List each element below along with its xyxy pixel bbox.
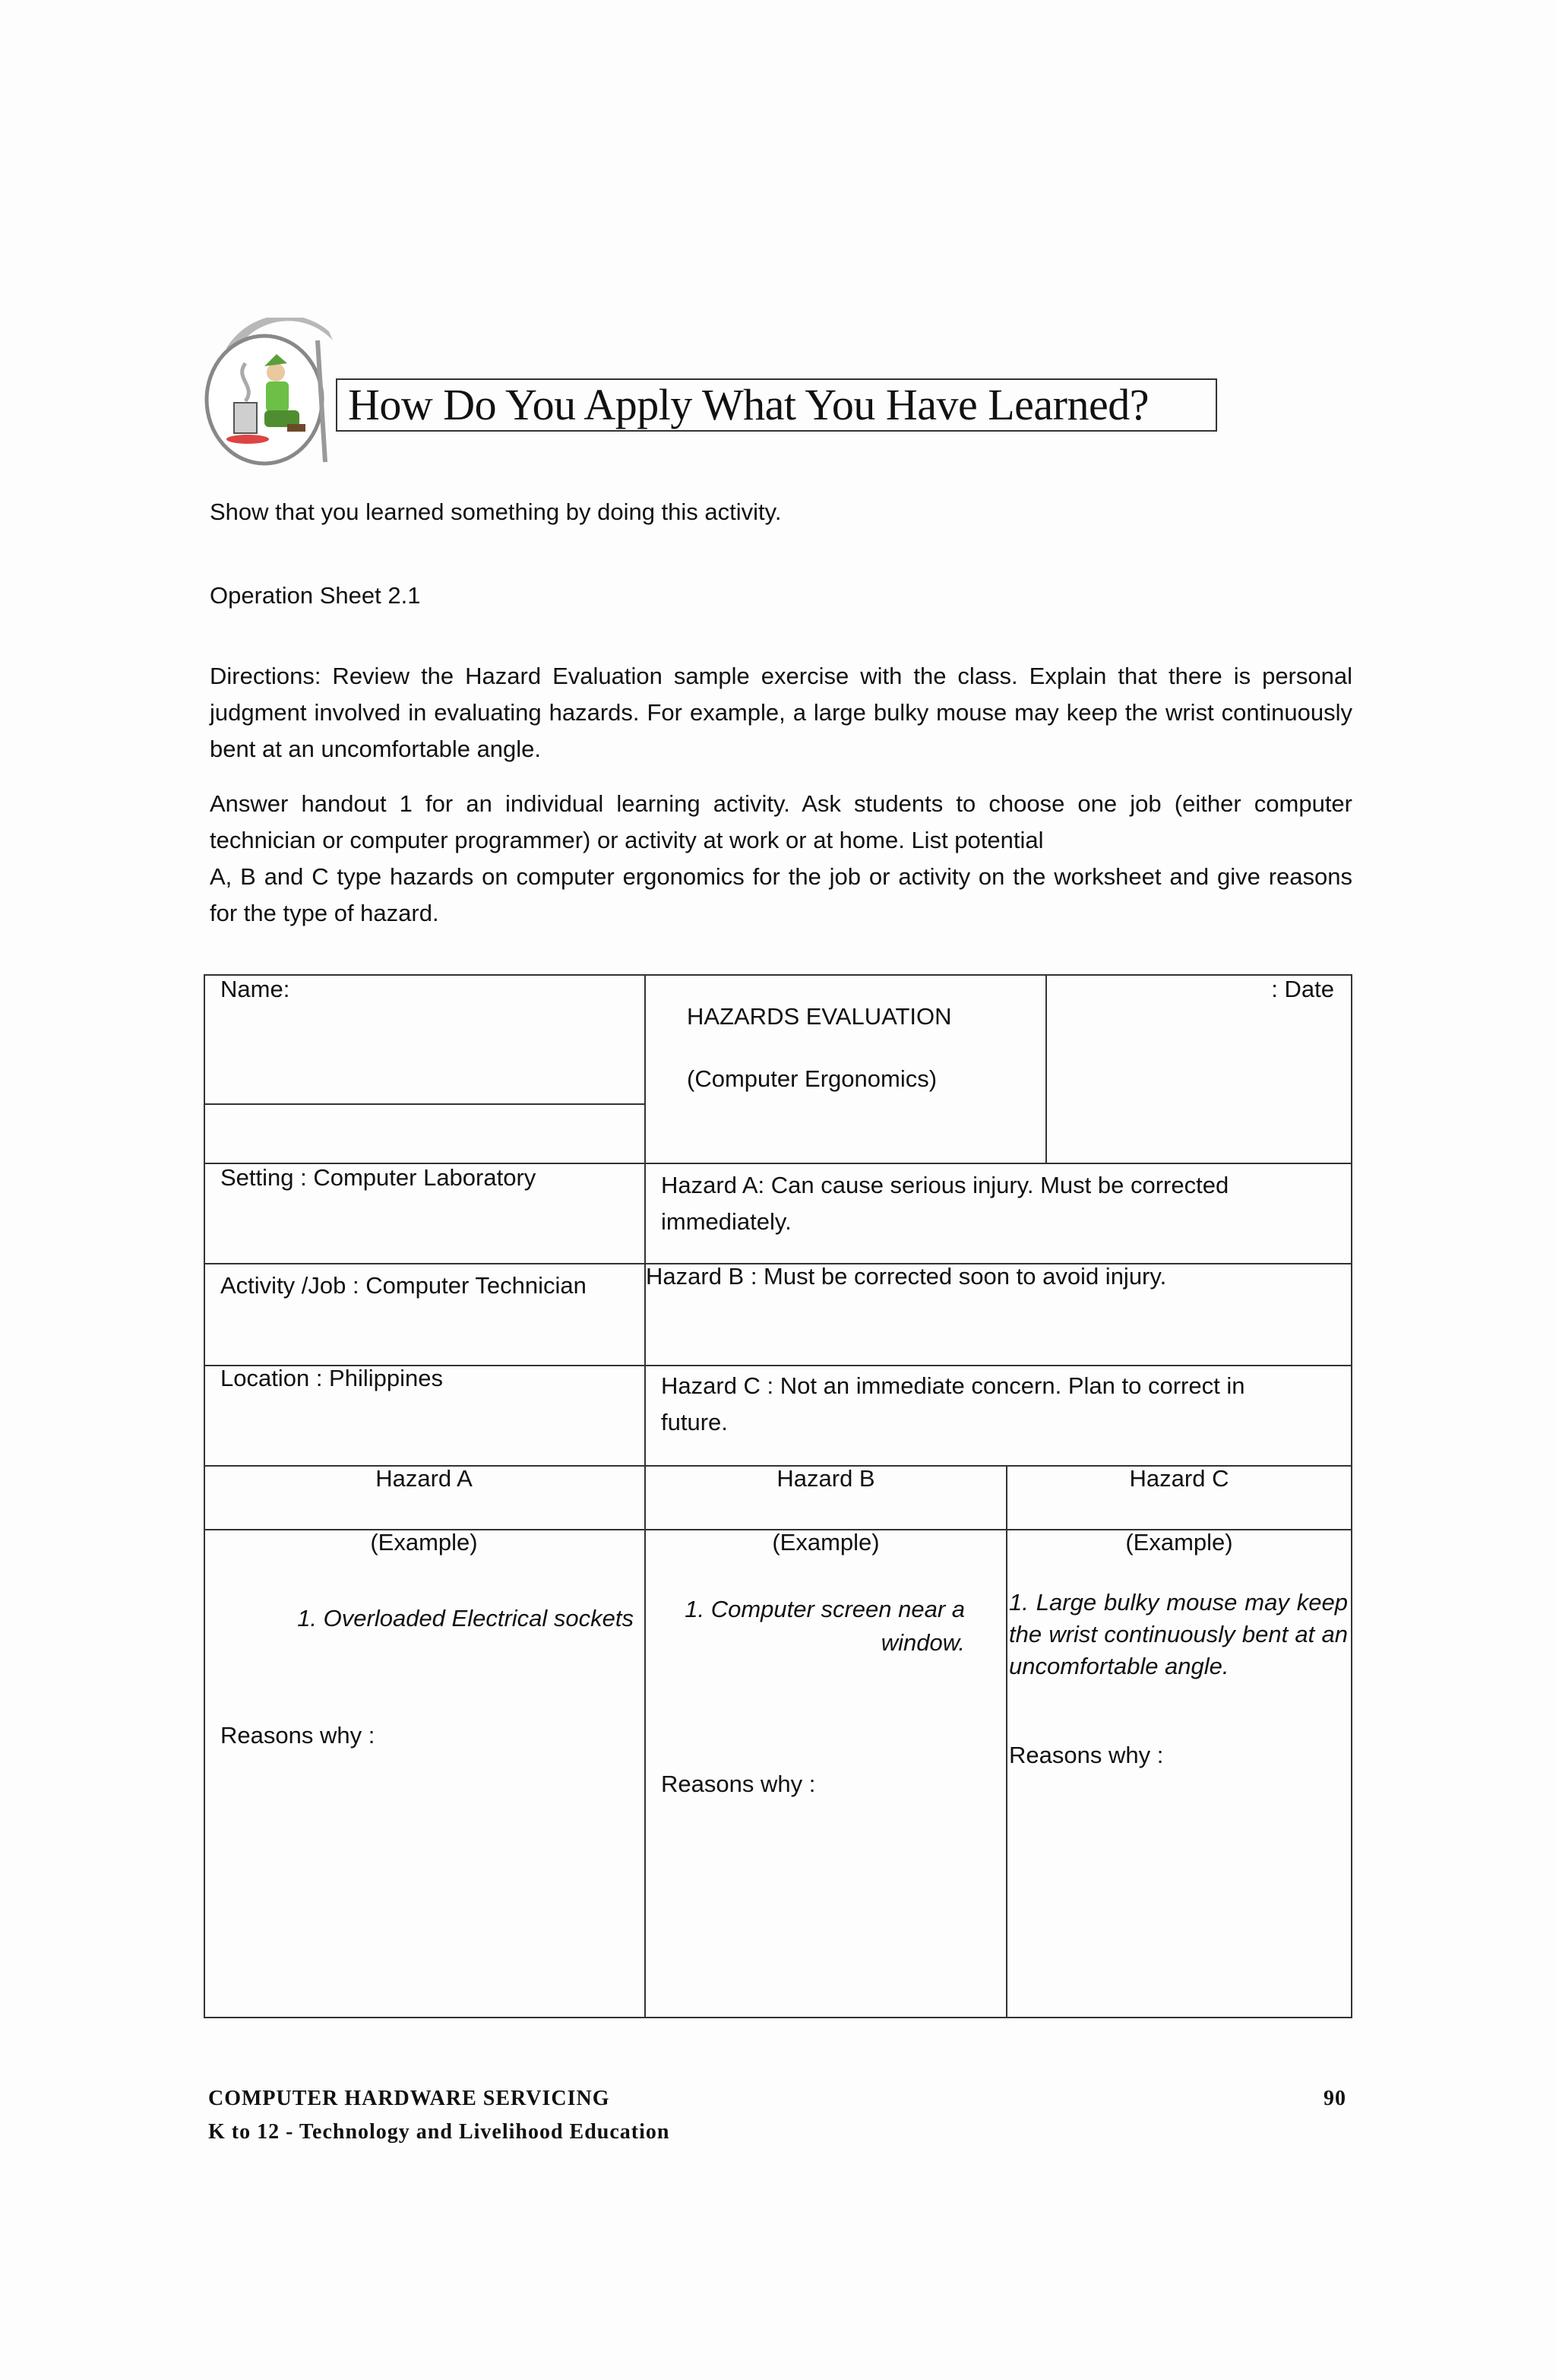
column-header-hazard-b: Hazard B (776, 1465, 875, 1492)
example-label-c: (Example) (1125, 1529, 1233, 1556)
date-label: : Date (1271, 976, 1334, 1002)
footer-subject: COMPUTER HARDWARE SERVICING (208, 2087, 610, 2110)
setting-text: Setting : Computer Laboratory (220, 1164, 536, 1191)
column-header-hazard-c: Hazard C (1129, 1465, 1229, 1492)
example-hazard-b: 1. Computer screen near a window. (685, 1596, 965, 1656)
column-header-hazard-a: Hazard A (375, 1465, 473, 1492)
example-label-a: (Example) (370, 1529, 478, 1556)
name-label: Name: (220, 976, 290, 1002)
hazard-b-definition: Hazard B : Must be corrected soon to avoid injury. (646, 1263, 1167, 1290)
example-hazard-c: 1. Large bulky mouse may keep the wrist continuously bent at an uncomfortable angle. (1009, 1589, 1348, 1679)
footer-program: K to 12 - Technology and Livelihood Education (208, 2120, 670, 2144)
reasons-label-a: Reasons why : (220, 1722, 375, 1749)
activity-text: Activity /Job : Computer Technician (220, 1272, 587, 1299)
answer-instructions (210, 786, 1352, 932)
reasons-label-c: Reasons why : (1009, 1742, 1164, 1768)
directions-text: Directions: Review the Hazard Evaluation sample exercise with the class. Explain that there is personal judgment involved in evaluating hazards. For example, a large bulky mouse may keep the wrist continuously bent at an uncomfortable angle. (210, 663, 1352, 762)
example-label-b: (Example) (772, 1529, 880, 1556)
operation-sheet-label: Operation Sheet 2.1 (210, 582, 421, 609)
reasons-label-b: Reasons why : (661, 1771, 816, 1797)
answer-line-1: Answer handout 1 for an individual learning activity. Ask students to choose one job (either computer technician or computer programmer) or activity at work or at home. List potential (210, 790, 1352, 853)
table-subtitle: (Computer Ergonomics) (687, 1065, 938, 1092)
answer-line-2: A, B and C type hazards on computer ergonomics for the job or activity on the worksheet and give reasons for the type of hazard. (210, 863, 1352, 926)
person-with-lantern-icon (204, 318, 339, 467)
hazard-c-definition: Hazard C : Not an immediate concern. Plan to correct in future. (661, 1372, 1245, 1435)
page-number: 90 (1324, 2087, 1346, 2110)
example-hazard-a: 1. Overloaded Electrical sockets (297, 1605, 634, 1632)
location-text: Location : Philippines (220, 1365, 443, 1391)
page-title: How Do You Apply What You Have Learned? (348, 380, 1149, 429)
hazard-a-definition: Hazard A: Can cause serious injury. Must be corrected immediately. (661, 1172, 1229, 1235)
hazard-evaluation-table (204, 974, 1352, 2018)
intro-text: Show that you learned something by doing this activity. (210, 498, 782, 525)
table-title: HAZARDS EVALUATION (687, 1003, 952, 1030)
